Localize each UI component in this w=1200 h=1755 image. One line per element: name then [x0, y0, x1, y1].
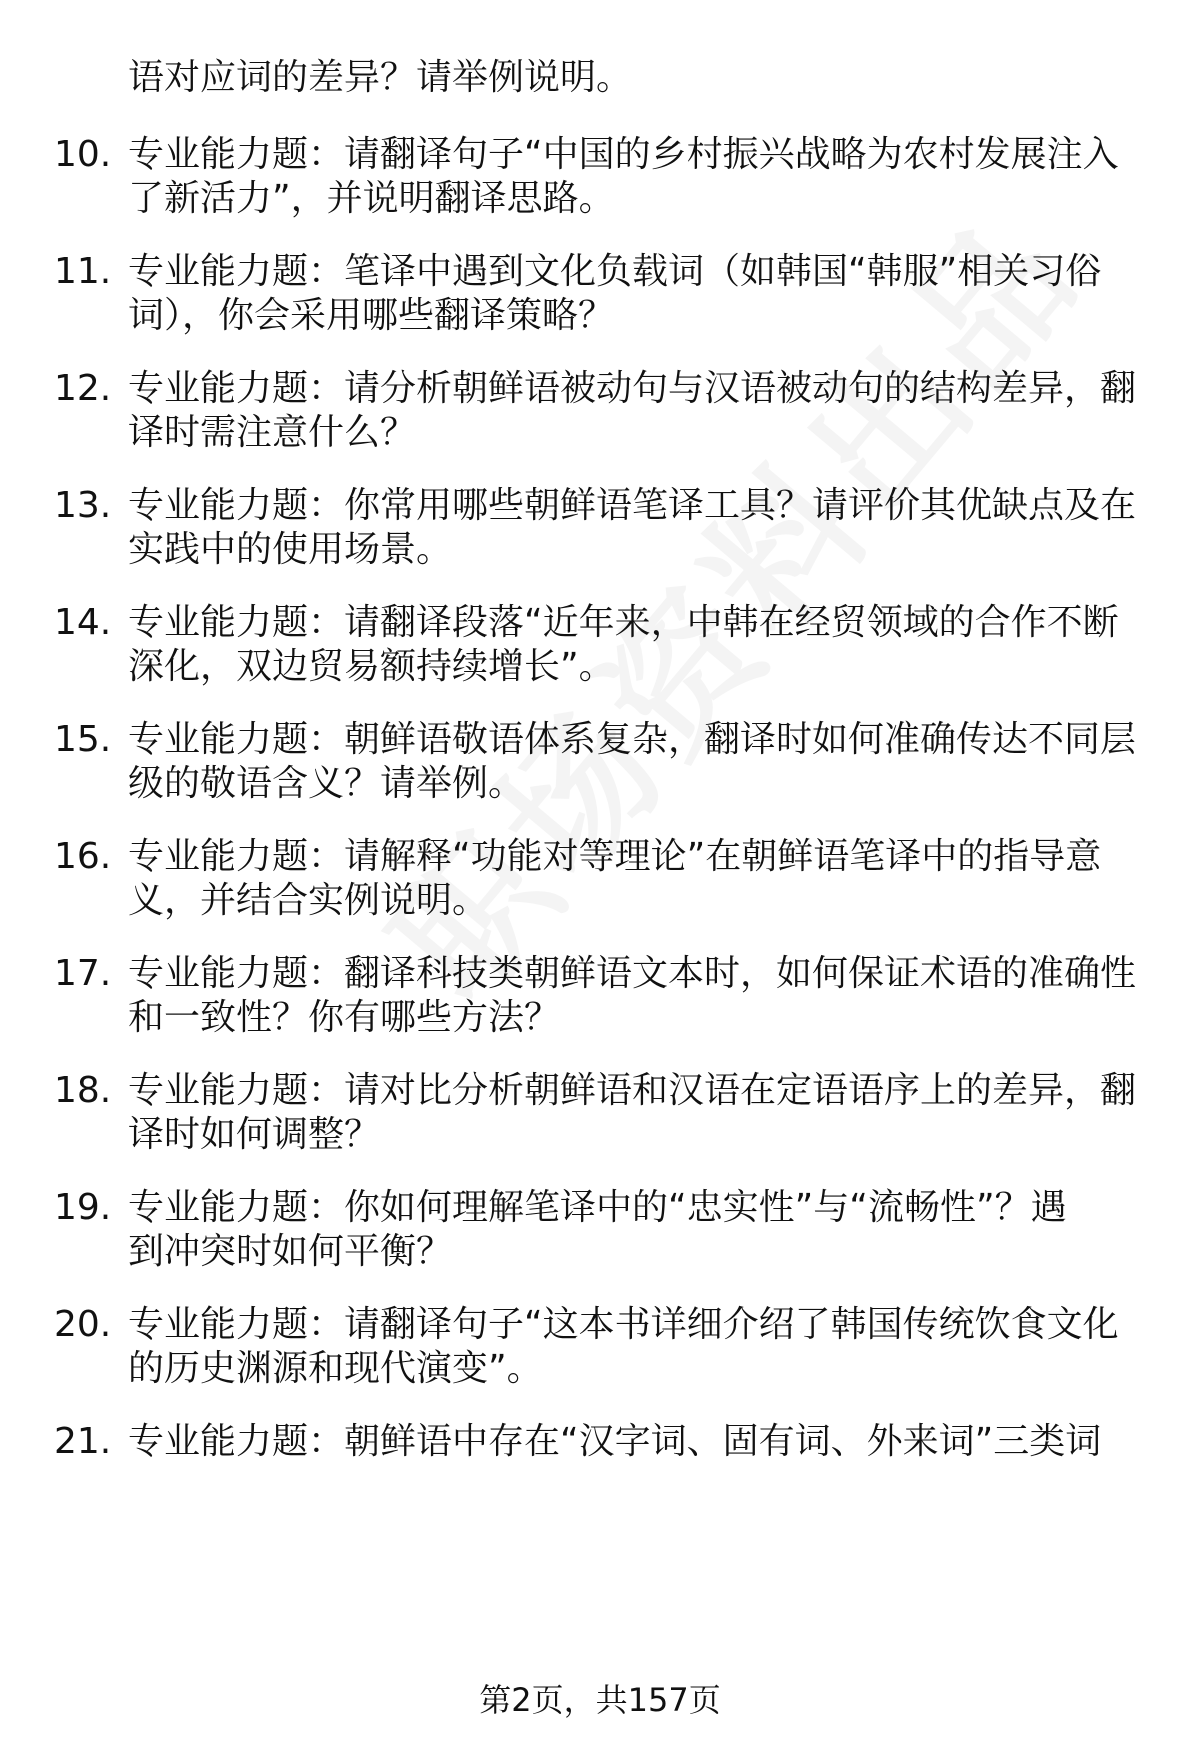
item-line: 义，并结合实例说明。: [128, 880, 489, 921]
item-line: 专业能力题：你常用哪些朝鲜语笔译工具？请评价其优缺点及在: [128, 485, 1137, 526]
item-line: 专业能力题：朝鲜语中存在“汉字词、固有词、外来词”三类词: [128, 1421, 1102, 1462]
item-line: 专业能力题：请对比分析朝鲜语和汉语在定语语序上的差异，翻: [128, 1070, 1137, 1111]
item-line: 专业能力题：请翻译句子“这本书详细介绍了韩国传统饮食文化: [128, 1304, 1119, 1345]
item-line: 专业能力题：朝鲜语敬语体系复杂，翻译时如何准确传达不同层: [128, 719, 1137, 760]
item-number: 18.: [54, 1070, 112, 1111]
item-line: 了新活力”，并说明翻译思路。: [128, 178, 615, 219]
item-line: 专业能力题：请解释“功能对等理论”在朝鲜语笔译中的指导意: [128, 836, 1102, 877]
item-line: 实践中的使用场景。: [128, 529, 453, 570]
item-line: 专业能力题：翻译科技类朝鲜语文本时，如何保证术语的准确性: [128, 953, 1137, 994]
item-number: 17.: [54, 953, 112, 994]
item-number: 15.: [54, 719, 112, 760]
item-line: 深化，双边贸易额持续增长”。: [128, 646, 615, 687]
item-number: 20.: [54, 1304, 112, 1345]
item-line: 译时需注意什么？: [128, 412, 417, 453]
item-number: 14.: [54, 602, 112, 643]
item-number: 12.: [54, 368, 112, 409]
item-number: 13.: [54, 485, 112, 526]
item-number: 11.: [54, 251, 112, 292]
item-line: 的历史渊源和现代演变”。: [128, 1348, 543, 1389]
item-number: 16.: [54, 836, 112, 877]
item-line: 译时如何调整？: [128, 1114, 381, 1155]
item-line: 和一致性？你有哪些方法？: [128, 997, 561, 1038]
item-number: 19.: [54, 1187, 112, 1228]
page-footer: 第2页，共157页: [479, 1681, 721, 1719]
item-line: 专业能力题：请翻译句子“中国的乡村振兴战略为农村发展注入: [128, 134, 1119, 175]
item-line: 词），你会采用哪些翻译策略？: [128, 295, 615, 336]
item-number: 21.: [54, 1421, 112, 1462]
item-line: 专业能力题：你如何理解笔译中的“忠实性”与“流畅性”？遇: [128, 1187, 1067, 1228]
item-number: 10.: [54, 134, 112, 175]
item-line: 级的敬语含义？请举例。: [128, 763, 525, 804]
item-line: 专业能力题：请分析朝鲜语被动句与汉语被动句的结构差异，翻: [128, 368, 1137, 409]
item-line: 到冲突时如何平衡？: [128, 1231, 453, 1272]
continuation-line: 语对应词的差异？请举例说明。: [128, 57, 633, 98]
item-line: 专业能力题：请翻译段落“近年来，中韩在经贸领域的合作不断: [128, 602, 1119, 643]
item-line: 专业能力题：笔译中遇到文化负载词（如韩国“韩服”相关习俗: [128, 251, 1102, 292]
